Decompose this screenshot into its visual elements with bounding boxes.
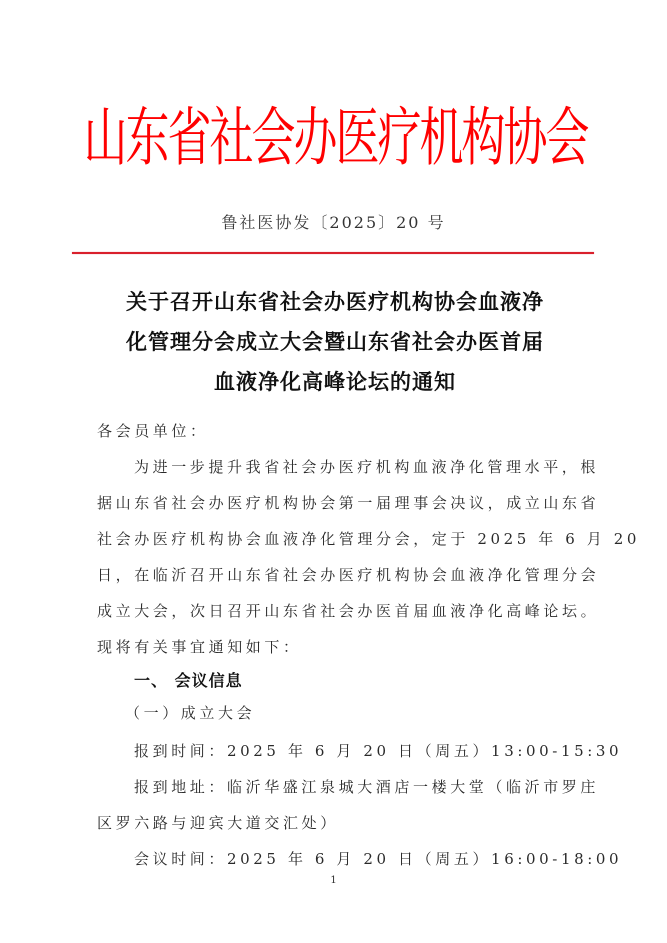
intro-paragraph	[97, 449, 641, 665]
salutation: 各会员单位：	[97, 422, 209, 440]
intro-line-3: 社会办医疗机构协会血液净化管理分会，定于 2025 年 6 月 20	[97, 530, 641, 548]
title-line-1: 关于召开山东省社会办医疗机构协会血液净	[126, 290, 544, 314]
intro-line-5: 成立大会，次日召开山东省社会办医首届血液净化高峰论坛。	[97, 602, 600, 620]
document-body	[97, 413, 641, 877]
intro-line-1: 为进一步提升我省社会办医疗机构血液净化管理水平，根	[134, 458, 600, 476]
document-number: 鲁社医协发〔2025〕20 号	[221, 213, 446, 232]
intro-line-6: 现将有关事宜通知如下：	[97, 638, 302, 656]
registration-address-line-1: 报到地址：临沂华盛江泉城大酒店一楼大堂（临沂市罗庄	[134, 778, 600, 796]
title-line-2: 化管理分会成立大会暨山东省社会办医首届	[126, 330, 544, 354]
page-number: 1	[330, 875, 337, 886]
title-line-3: 血液净化高峰论坛的通知	[214, 370, 456, 394]
meeting-time: 会议时间：2025 年 6 月 20 日（周五）16:00-18:00	[134, 850, 623, 868]
red-divider-line	[72, 252, 594, 254]
subsection-heading-founding-meeting: （一）成立大会	[125, 704, 256, 722]
organization-name: 山东省社会办医疗机构协会	[83, 101, 588, 176]
intro-line-4: 日，在临沂召开山东省社会办医疗机构协会血液净化管理分会	[97, 566, 600, 584]
registration-address	[97, 769, 600, 841]
organization-letterhead	[78, 96, 593, 182]
registration-address-line-2: 区罗六路与迎宾大道交汇处）	[97, 814, 339, 832]
registration-time: 报到时间：2025 年 6 月 20 日（周五）13:00-15:30	[134, 742, 623, 760]
intro-line-2: 据山东省社会办医疗机构协会第一届理事会决议，成立山东省	[97, 494, 600, 512]
document-title	[90, 282, 580, 402]
section-heading-meeting-info: 一、 会议信息	[134, 671, 243, 690]
